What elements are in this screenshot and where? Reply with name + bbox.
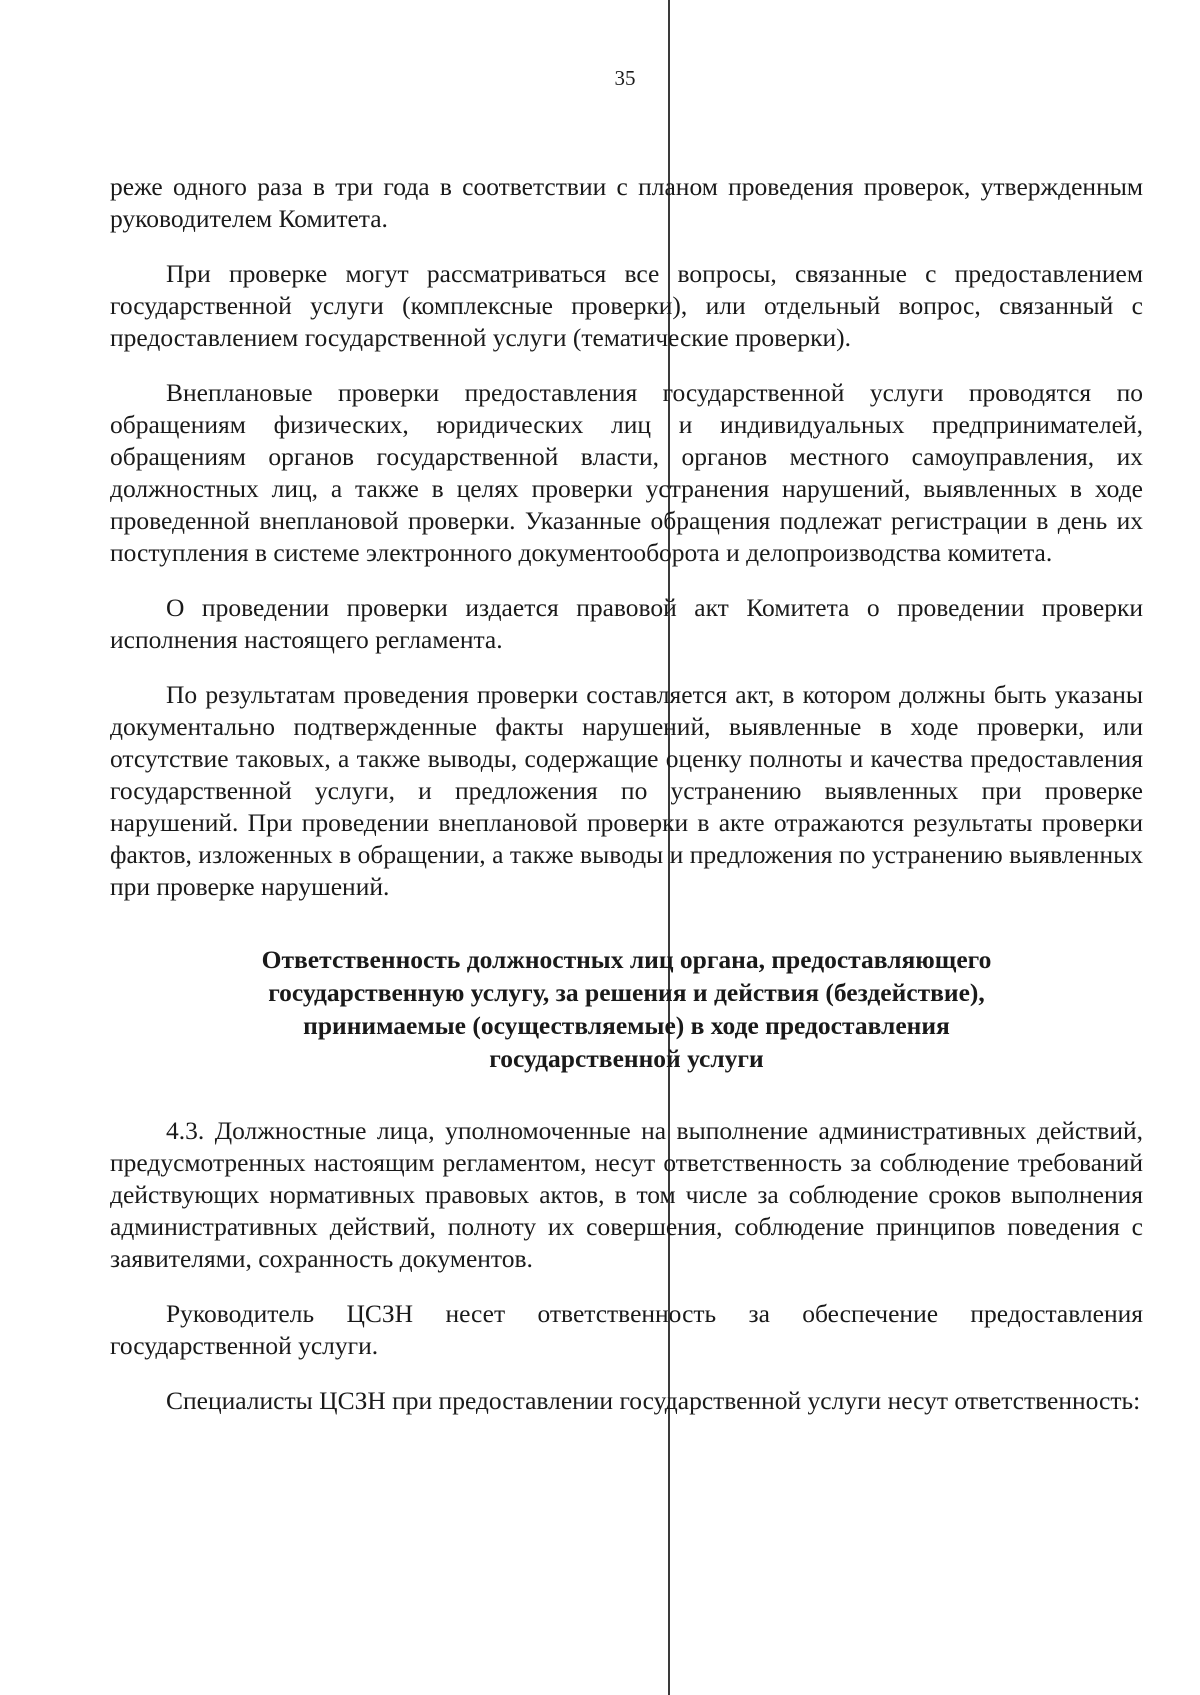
paragraph: Специалисты ЦСЗН при предоставлении государственной услуги несут ответственность: bbox=[166, 1386, 1141, 1415]
paragraph: При проверке могут рассматриваться все вопросы, связанные с предоставлением государственной услуги (комплексные проверки), или отдельный вопрос, связанный с предоставлением государственной услуги (тематические проверки). bbox=[110, 259, 1143, 352]
paragraph: Руководитель ЦСЗН несет ответственность за обеспечение предоставления государственной услуги. bbox=[110, 1299, 1143, 1360]
paragraph-section-4-3: 4.3. Должностные лица, уполномоченные на выполнение административных действий, предусмотренных настоящим регламентом, несут ответственность за соблюдение требований действующих нормативных правовых актов, в том числе за соблюдение сроков выполнения административных действий, полноту их совершения, соблюдение принципов поведения с заявителями, сохранность документов. bbox=[110, 1116, 1143, 1273]
paragraph: О проведении проверки издается правовой акт Комитета о проведении проверки исполнения настоящего регламента. bbox=[110, 593, 1143, 654]
document-body bbox=[110, 171, 1143, 1440]
paragraph: Внеплановые проверки предоставления государственной услуги проводятся по обращениям физических, юридических лиц и индивидуальных предпринимателей, обращениям органов государственной власти, органов местного самоуправления, их должностных лиц, а также в целях проверки устранения нарушений, выявленных в ходе проведенной внеплановой проверки. Указанные обращения подлежат регистрации в день их поступления в системе электронного документооборота и делопроизводства комитета. bbox=[110, 378, 1143, 567]
page-number: 35 bbox=[614, 66, 636, 90]
paragraph: По результатам проведения проверки составляется акт, в котором должны быть указаны документально подтвержденные факты нарушений, выявленные в ходе проверки, или отсутствие таковых, а также выводы, содержащие оценку полноты и качества предоставления государственной услуги, и предложения по устранению выявленных при проверке нарушений. При проведении внеплановой проверки в акте отражаются результаты проверки фактов, изложенных в обращении, а также выводы и предложения по устранению выявленных при проверке нарушений. bbox=[110, 680, 1143, 901]
paragraph-continuation: реже одного раза в три года в соответствии с планом проведения проверок, утвержденным руководителем Комитета. bbox=[110, 172, 1143, 233]
section-heading: Ответственность должностных лиц органа, предоставляющего государственную услугу, за решения и действия (бездействие), принимаемые (осуществляемые) в ходе предоставления государственной услуги bbox=[261, 945, 992, 1073]
